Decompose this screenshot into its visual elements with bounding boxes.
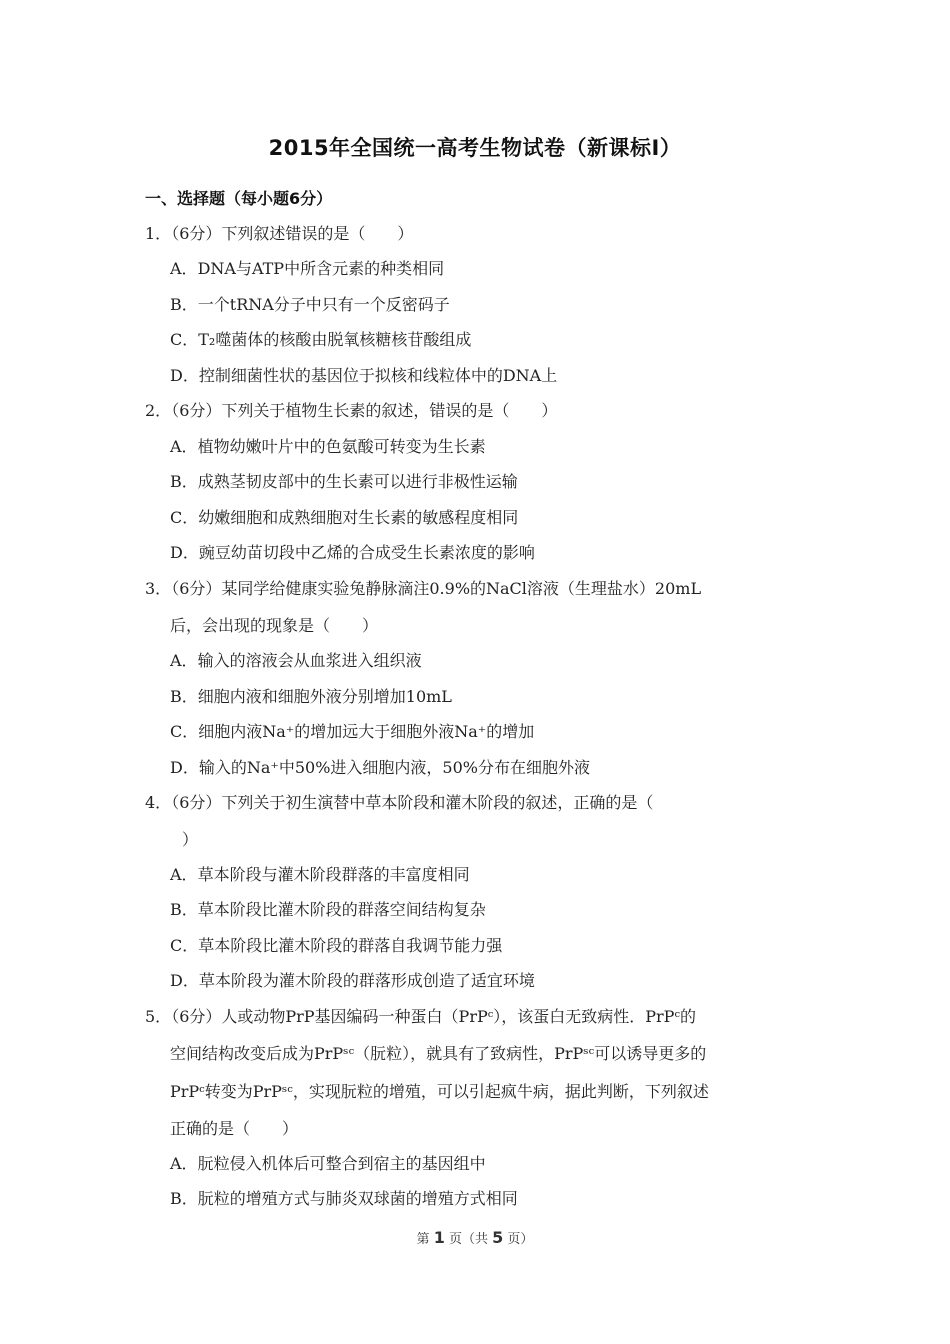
question-5-option-a: A．朊粒侵入机体后可整合到宿主的基因组中 [170, 1154, 486, 1173]
question-2-stem: 2．（6分）下列关于植物生长素的叙述，错误的是（ ） [145, 401, 558, 420]
question-2-option-b: B．成熟茎韧皮部中的生长素可以进行非极性运输 [170, 472, 518, 491]
question-5-stem-line-2: 空间结构改变后成为PrPˢᶜ（朊粒），就具有了致病性，PrPˢᶜ可以诱导更多的 [170, 1044, 707, 1063]
total-pages-number: 5 [492, 1228, 504, 1247]
question-5-stem-line-3: PrPᶜ转变为PrPˢᶜ，实现朊粒的增殖，可以引起疯牛病，据此判断，下列叙述 [170, 1082, 709, 1101]
question-4-option-a: A．草本阶段与灌木阶段群落的丰富度相同 [170, 865, 470, 884]
question-4-option-b: B．草本阶段比灌木阶段的群落空间结构复杂 [170, 900, 486, 919]
question-2-option-a: A．植物幼嫩叶片中的色氨酸可转变为生长素 [170, 437, 486, 456]
question-3-option-b: B．细胞内液和细胞外液分别增加10mL [170, 687, 452, 706]
question-3-stem-cont: 后，会出现的现象是（ ） [170, 616, 379, 635]
footer-suffix: 页） [507, 1232, 534, 1247]
question-5-option-b: B．朊粒的增殖方式与肺炎双球菌的增殖方式相同 [170, 1189, 518, 1208]
question-4-option-d: D．草本阶段为灌木阶段的群落形成创造了适宜环境 [170, 971, 535, 990]
question-2-option-d: D．豌豆幼苗切段中乙烯的合成受生长素浓度的影响 [170, 543, 535, 562]
question-4-option-c: C．草本阶段比灌木阶段的群落自我调节能力强 [170, 936, 503, 955]
page-footer [0, 1228, 950, 1247]
question-1-stem: 1．（6分）下列叙述错误的是（ ） [145, 224, 414, 243]
question-3-option-d: D．输入的Na⁺中50%进入细胞内液，50%分布在细胞外液 [170, 758, 590, 777]
question-1-option-c: C．T₂噬菌体的核酸由脱氧核糖核苷酸组成 [170, 330, 472, 349]
question-4-stem-cont: ） [182, 830, 199, 849]
footer-prefix: 第 [416, 1232, 430, 1247]
current-page-number: 1 [433, 1228, 445, 1247]
exam-title: 2015年全国统一高考生物试卷（新课标Ⅰ） [268, 136, 682, 160]
section-heading: 一、选择题（每小题6分） [145, 189, 333, 208]
question-5-stem-line-4: 正确的是（ ） [170, 1119, 299, 1138]
question-1-option-d: D．控制细菌性状的基因位于拟核和线粒体中的DNA上 [170, 366, 558, 385]
question-1-option-b: B．一个tRNA分子中只有一个反密码子 [170, 295, 450, 314]
question-5-stem: 5．（6分）人或动物PrP基因编码一种蛋白（PrPᶜ），该蛋白无致病性．PrPᶜ的 [145, 1007, 696, 1026]
question-2-option-c: C．幼嫩细胞和成熟细胞对生长素的敏感程度相同 [170, 508, 519, 527]
question-3-option-c: C．细胞内液Na⁺的增加远大于细胞外液Na⁺的增加 [170, 722, 535, 741]
question-4-stem: 4．（6分）下列关于初生演替中草本阶段和灌木阶段的叙述，正确的是（ [145, 793, 654, 812]
question-1-option-a: A．DNA与ATP中所含元素的种类相同 [170, 259, 445, 278]
question-3-stem: 3．（6分）某同学给健康实验兔静脉滴注0.9%的NaCl溶液（生理盐水）20mL [145, 579, 702, 598]
footer-middle: 页（共 [448, 1232, 488, 1247]
question-3-option-a: A．输入的溶液会从血浆进入组织液 [170, 651, 422, 670]
